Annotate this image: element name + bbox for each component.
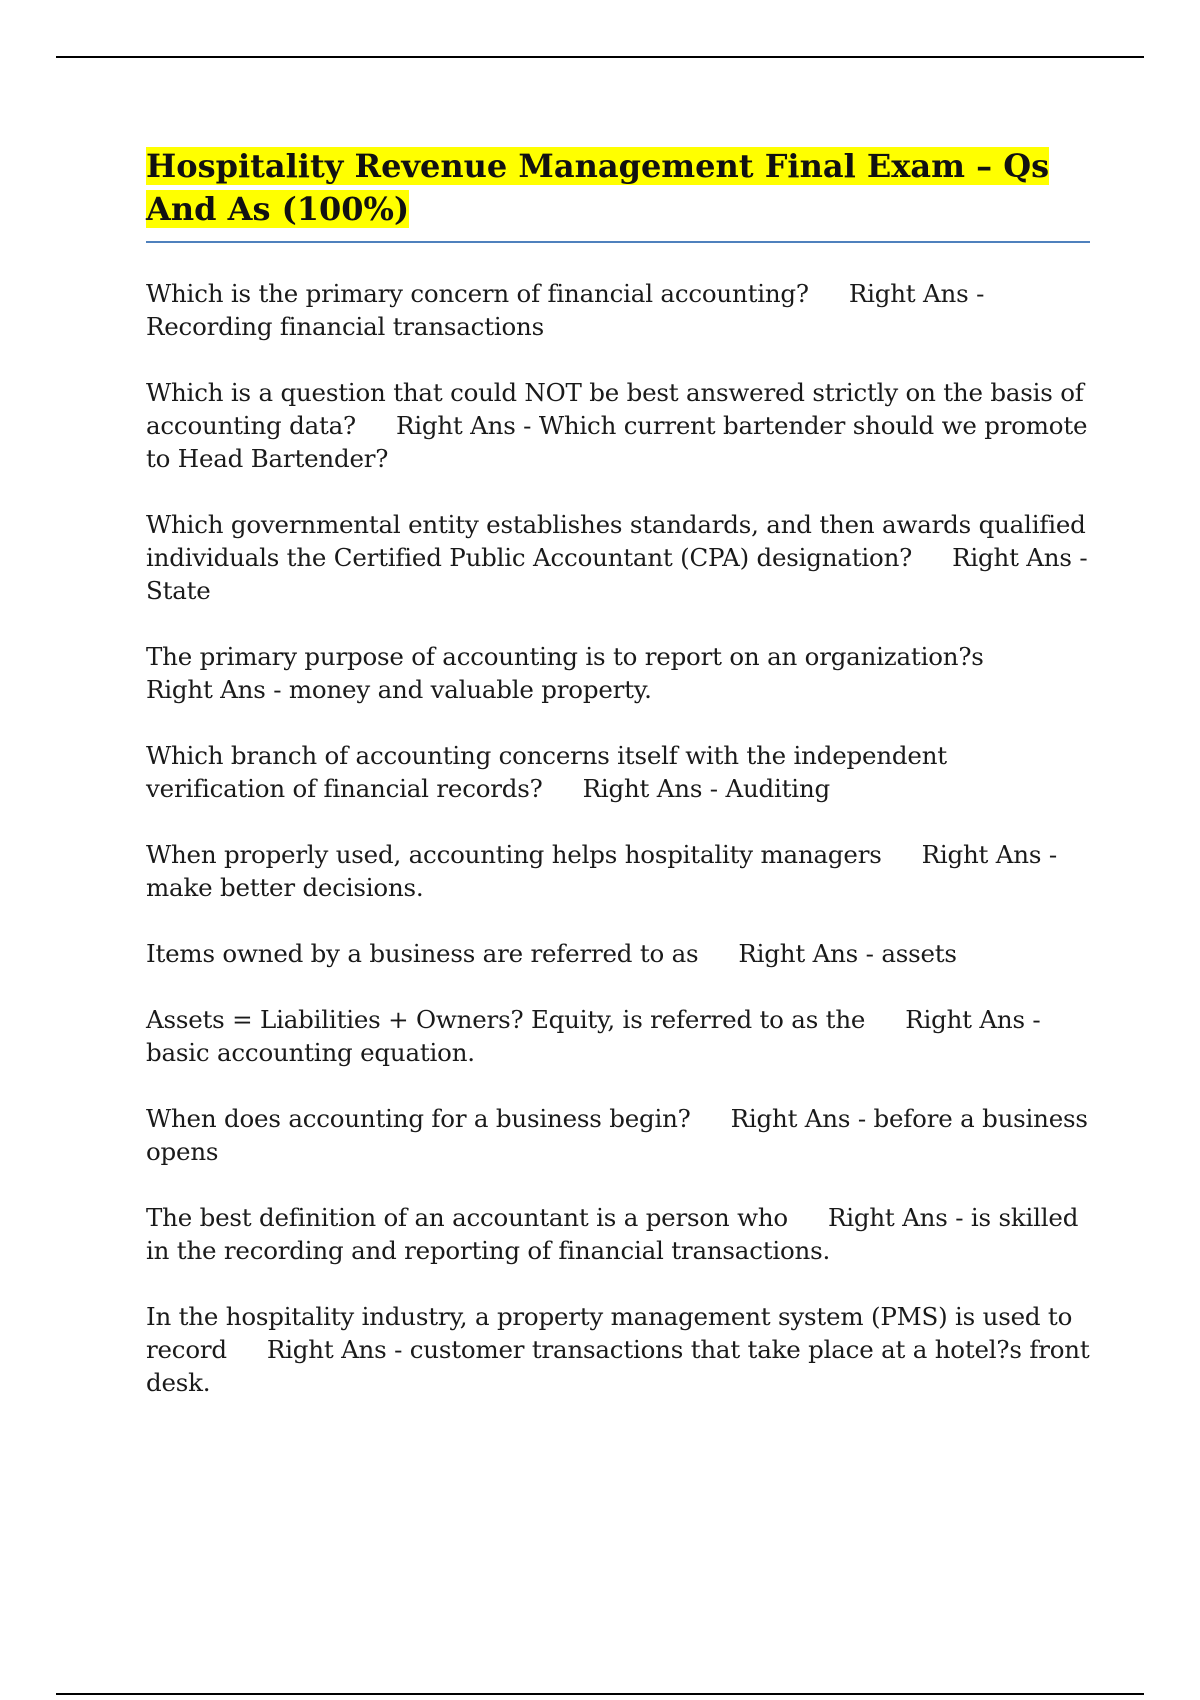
answer-text: before a business opens [146, 1104, 1088, 1166]
question-text: Which is the primary concern of financial accounting? [146, 279, 809, 308]
qa-item [146, 838, 1090, 904]
answer-text: make better decisions. [146, 873, 424, 902]
answer-label: Right Ans - [848, 279, 985, 308]
footer-rule [56, 1693, 1144, 1695]
qa-item [146, 739, 1090, 805]
document-body [146, 145, 1090, 1432]
qa-item [146, 1201, 1090, 1267]
answer-text: assets [881, 939, 957, 968]
answer-text: Auditing [725, 774, 831, 803]
answer-label: Right Ans - [582, 774, 726, 803]
question-text: Assets = Liabilities + Owners? Equity, is referred to as the [146, 1005, 866, 1034]
answer-label: Right Ans - [395, 411, 539, 440]
question-text: Which is a question that could NOT be best answered strictly on the basis of accounting data? [146, 378, 1084, 440]
answer-label: Right Ans - [730, 1104, 874, 1133]
header-rule [56, 56, 1144, 58]
qa-item [146, 640, 1090, 706]
qa-item [146, 376, 1090, 475]
answer-label: Right Ans - [266, 1335, 410, 1364]
answer-text: customer transactions that take place at a hotel?s front desk. [146, 1335, 1090, 1397]
question-text: Which branch of accounting concerns itself with the independent verification of financial records? [146, 741, 947, 803]
qa-item [146, 277, 1090, 343]
answer-text: basic accounting equation. [146, 1038, 475, 1067]
qa-item [146, 1102, 1090, 1168]
answer-text: Which current bartender should we promote to Head Bartender? [146, 411, 1088, 473]
answer-label: Right Ans - [952, 543, 1088, 572]
answer-label: Right Ans - [905, 1005, 1041, 1034]
answer-text: money and valuable property. [288, 675, 652, 704]
question-text: Items owned by a business are referred to as [146, 939, 699, 968]
document-title-text: Hospitality Revenue Management Final Exam – Qs And As (100%) [146, 147, 1050, 228]
answer-label: Right Ans - [738, 939, 882, 968]
question-text: When does accounting for a business begin? [146, 1104, 691, 1133]
qa-item [146, 1300, 1090, 1399]
qa-item [146, 937, 1090, 970]
title-underline [146, 241, 1090, 243]
question-text: In the hospitality industry, a property management system (PMS) is used to record [146, 1302, 1073, 1364]
answer-label: Right Ans - [921, 840, 1057, 869]
answer-text: is skilled in the recording and reporting of financial transactions. [146, 1203, 1079, 1265]
question-text: The primary purpose of accounting is to report on an organization?s [146, 642, 984, 671]
answer-text: State [146, 576, 211, 605]
answer-label: Right Ans - [146, 675, 289, 704]
question-text: When properly used, accounting helps hospitality managers [146, 840, 882, 869]
qa-item [146, 1003, 1090, 1069]
qa-item [146, 508, 1090, 607]
answer-label: Right Ans - [827, 1203, 971, 1232]
answer-text: Recording financial transactions [146, 312, 544, 341]
qa-list [146, 277, 1090, 1399]
document-title [146, 145, 1090, 231]
question-text: The best definition of an accountant is a person who [146, 1203, 788, 1232]
question-text: Which governmental entity establishes standards, and then awards qualified individuals the Certified Public Accountant (CPA) designation? [146, 510, 1086, 572]
